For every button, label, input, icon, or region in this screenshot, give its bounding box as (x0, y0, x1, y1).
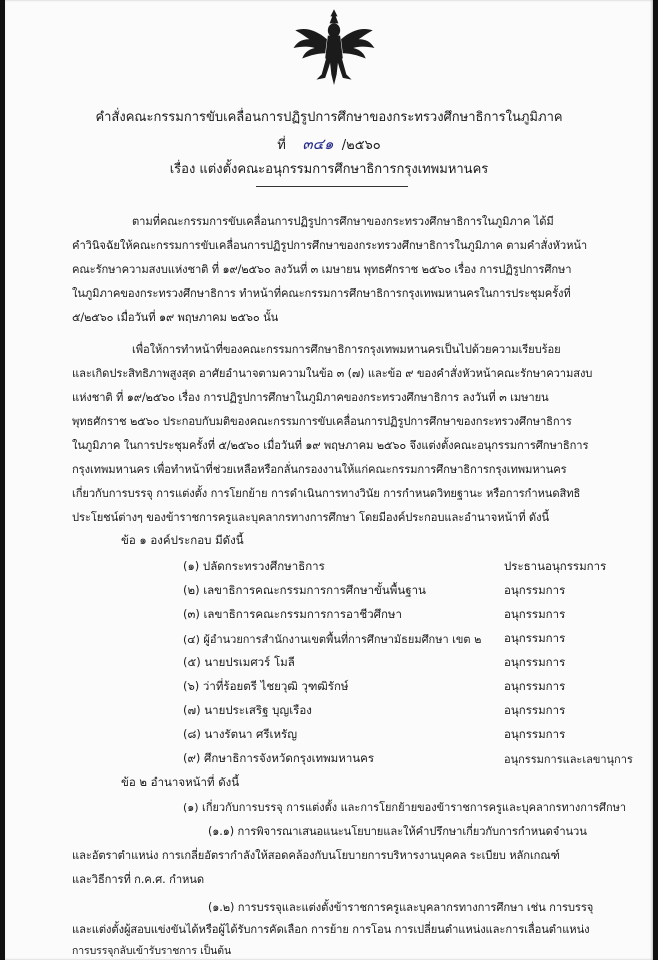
member-name: (๗) นายประเสริฐ บุญเรือง (183, 703, 312, 717)
member-name: (๔) ผู้อำนวยการสำนักงานเขตพื้นที่การศึกษามัธยมศึกษา เขต ๒ (183, 633, 482, 646)
para1-line: ในภูมิภาคของกระทรวงศึกษาธิการ ทำหน้าที่คณะกรรมการศึกษาธิการกรุงเทพมหานครในการประชุมครั้งที่ (72, 287, 571, 300)
sub-item-line: และอัตราตำแหน่ง การเกลี่ยอัตรากำลังให้สอดคล้องกับนโยบายการบริหารงานบุคคล ระเบียบ หลักเกณฑ์ (72, 849, 560, 862)
member-name: (๙) ศึกษาธิการจังหวัดกรุงเทพมหานคร (183, 751, 375, 765)
order-number-handwritten: ๓๔๑ (302, 135, 334, 153)
garuda-emblem-icon (290, 4, 378, 92)
member-role: ประธานอนุกรรมการ (504, 559, 607, 573)
order-title: คำสั่งคณะกรรมการขับเคลื่อนการปฏิรูปการศึกษาของกระทรวงศึกษาธิการในภูมิภาค (95, 110, 563, 125)
member-role: อนุกรรมการ (504, 583, 566, 597)
para2-line: เกี่ยวกับการบรรจุ การแต่งตั้ง การโยกย้าย การดำเนินการทางวินัย การกำหนดวิทยฐานะ หรือการกำหนดสิทธิ (72, 487, 581, 500)
clause2-title: ข้อ ๒ อำนาจหน้าที่ ดังนี้ (121, 775, 240, 789)
clause1-title: ข้อ ๑ องค์ประกอบ มีดังนี้ (121, 533, 244, 547)
para2-line: กรุงเทพมหานคร เพื่อทำหน้าที่ช่วยเหลือหรือกลั่นกรองงานให้แก่คณะกรรมการศึกษาธิการกรุงเทพมหานคร (72, 463, 567, 476)
para2-line: แห่งชาติ ที่ ๑๙/๒๕๖๐ เรื่อง การปฏิรูปการศึกษาในภูมิภาคของกระทรวงศึกษาธิการ ลงวันที่ ๓ เมษายน (72, 391, 549, 404)
member-name: (๑) ปลัดกระทรวงศึกษาธิการ (183, 559, 325, 573)
order-number-prefix: ที่ (277, 138, 286, 153)
clause2-item: (๑) เกี่ยวกับการบรรจุ การแต่งตั้ง และการโยกย้ายของข้าราชการครูและบุคลากรทางการศึกษา (183, 801, 627, 814)
member-role: อนุกรรมการ (504, 631, 566, 645)
para1-line: คณะรักษาความสงบแห่งชาติ ที่ ๑๙/๒๕๖๐ ลงวันที่ ๓ เมษายน พุทธศักราช ๒๕๖๐ เรื่อง การปฏิรูปการศึกษา (72, 263, 572, 276)
member-role: อนุกรรมการ (504, 607, 566, 621)
member-role: อนุกรรมการ (504, 679, 566, 693)
member-name: (๒) เลขาธิการคณะกรรมการการศึกษาขั้นพื้นฐาน (183, 583, 426, 597)
order-number-suffix: /๒๕๖๐ (341, 138, 381, 153)
para2-line: เพื่อให้การทำหน้าที่ของคณะกรรมการศึกษาธิการกรุงเทพมหานครเป็นไปด้วยความเรียบร้อย (132, 343, 561, 356)
order-subject: เรื่อง แต่งตั้งคณะอนุกรรมการศึกษาธิการกรุงเทพมหานคร (169, 162, 489, 177)
para2-line: ประโยชน์ต่างๆ ของข้าราชการครูและบุคลากรทางการศึกษา โดยมีองค์ประกอบและอำนาจหน้าที่ ดังนี้ (72, 511, 550, 524)
sub-item-line: (๑.๑) การพิจารณาเสนอแนะนโยบายและให้คำปรึกษาเกี่ยวกับการกำหนดจำนวน (208, 825, 587, 838)
divider-line (256, 186, 408, 187)
member-name: (๘) นางรัตนา ศรีเหรัญ (183, 727, 298, 741)
sub-item-line: และวิธีการที่ ก.ค.ศ. กำหนด (72, 873, 205, 886)
sub-item-line: (๑.๒) การบรรจุและแต่งตั้งข้าราชการครูและบุคลากรทางการศึกษา เช่น การบรรจุ (208, 901, 594, 914)
order-number (0, 132, 658, 156)
para1-line: ตามที่คณะกรรมการขับเคลื่อนการปฏิรูปการศึกษาของกระทรวงศึกษาธิการในภูมิภาค ได้มี (132, 215, 554, 228)
member-role: อนุกรรมการ (504, 655, 566, 669)
sub-item-line: และแต่งตั้งผู้สอบแข่งขันได้หรือผู้ได้รับการคัดเลือก การย้าย การโอน การเปลี่ยนตำแหน่งและการเลื่อนตำแหน่ง (72, 923, 590, 936)
member-name: (๖) ว่าที่ร้อยตรี ไชยวุฒิ วุฑฒิรักษ์ (183, 679, 349, 693)
para2-line: และเกิดประสิทธิภาพสูงสุด อาศัยอำนาจตามความในข้อ ๓ (๗) และข้อ ๙ ของคำสั่งหัวหน้าคณะรักษาความสงบ (72, 367, 593, 380)
member-role: อนุกรรมการและเลขานุการ (504, 753, 633, 766)
para1-line: คำวินิจฉัยให้คณะกรรมการขับเคลื่อนการปฏิรูปการศึกษาของกระทรวงศึกษาธิการในภูมิภาค ตามคำสั่งหัวหน้า (72, 239, 588, 252)
para1-line: ๕/๒๕๖๐ เมื่อวันที่ ๑๙ พฤษภาคม ๒๕๖๐ นั้น (72, 311, 279, 324)
member-name: (๕) นายปรเมศวร์ โมลี (183, 655, 295, 669)
member-role: อนุกรรมการ (504, 703, 566, 717)
para2-line: พุทธศักราช ๒๕๖๐ ประกอบกับมติของคณะกรรมการขับเคลื่อนการปฏิรูปการศึกษาของกระทรวงศึกษาธิการ (72, 415, 572, 428)
sub-item-line: การบรรจุกลับเข้ารับราชการ เป็นต้น (72, 945, 232, 957)
member-role: อนุกรรมการ (504, 727, 566, 741)
member-name: (๓) เลขาธิการคณะกรรมการการอาชีวศึกษา (183, 607, 402, 621)
para2-line: ในภูมิภาค ในการประชุมครั้งที่ ๕/๒๕๖๐ เมื่อวันที่ ๑๙ พฤษภาคม ๒๕๖๐ จึงแต่งตั้งคณะอนุกรรมการศึกษาธิการ (72, 439, 589, 452)
